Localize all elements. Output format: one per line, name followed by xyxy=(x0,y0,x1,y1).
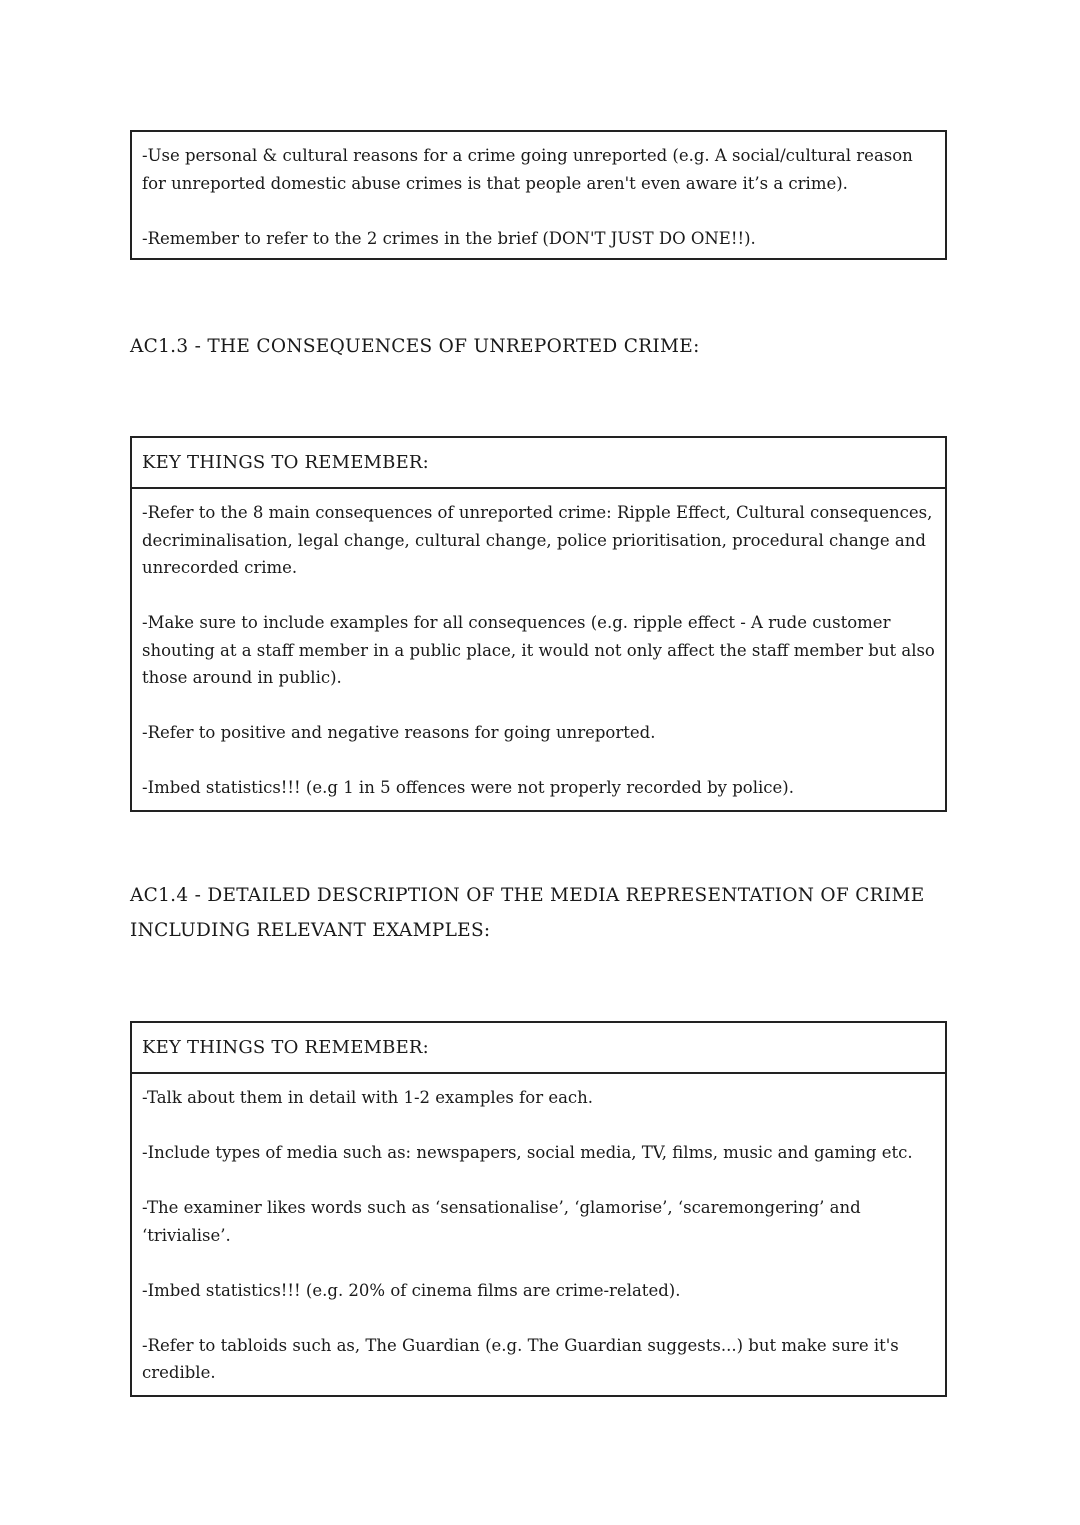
notes-box-ac14 xyxy=(130,1021,947,1397)
note-item: -Refer to tabloids such as, The Guardian (e.g. The Guardian suggests...) but make sure it's credible. xyxy=(142,1335,899,1382)
notes-box-unreported-reasons xyxy=(130,130,947,260)
note-item: -Talk about them in detail with 1-2 examples for each. xyxy=(142,1088,594,1107)
note-item: -Remember to refer to the 2 crimes in the brief (DON'T JUST DO ONE!!). xyxy=(142,228,756,248)
note-item: -Use personal & cultural reasons for a crime going unreported (e.g. A social/cultural reason for unreported domestic abuse crimes is that people aren't even aware it’s a crime). xyxy=(142,146,913,193)
note-item: -Refer to the 8 main consequences of unreported crime: Ripple Effect, Cultural consequences, decriminalisation, legal change, cultural change, police prioritisation, procedural change and unrecorded crime. xyxy=(142,503,933,577)
note-item: -Include types of media such as: newspapers, social media, TV, films, music and gaming etc. xyxy=(142,1143,913,1162)
section-heading-ac13: AC1.3 - THE CONSEQUENCES OF UNREPORTED CRIME: xyxy=(130,336,700,357)
note-item: -Imbed statistics!!! (e.g 1 in 5 offences were not properly recorded by police). xyxy=(142,778,794,797)
box-header: KEY THINGS TO REMEMBER: xyxy=(132,438,945,489)
box-header: KEY THINGS TO REMEMBER: xyxy=(132,1023,945,1074)
section-heading-ac14: AC1.4 - DETAILED DESCRIPTION OF THE MEDIA REPRESENTATION OF CRIME INCLUDING RELEVANT EXAMPLES: xyxy=(130,885,925,941)
note-item: -Imbed statistics!!! (e.g. 20% of cinema films are crime-related). xyxy=(142,1280,681,1300)
note-item: -The examiner likes words such as ‘sensationalise’, ‘glamorise’, ‘scaremongering’ and ‘trivialise’. xyxy=(142,1198,861,1245)
note-item: -Refer to positive and negative reasons for going unreported. xyxy=(142,723,656,742)
notes-box-ac13 xyxy=(130,436,947,812)
note-item: -Make sure to include examples for all consequences (e.g. ripple effect - A rude customer shouting at a staff member in a public place, it would not only affect the staff member but also those around in public). xyxy=(142,613,935,687)
